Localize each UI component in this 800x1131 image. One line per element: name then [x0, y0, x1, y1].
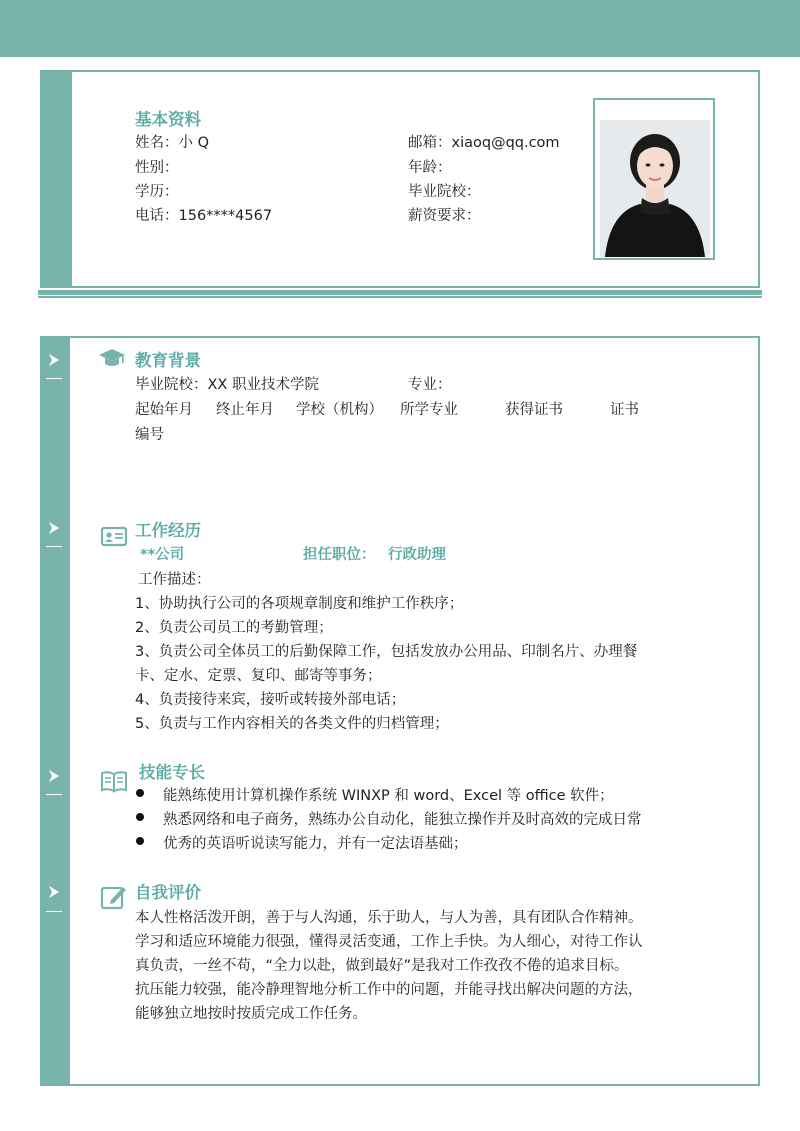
- work-item: 4、负责接待来宾，接听或转接外部电话；: [135, 692, 406, 708]
- skill-item: 熟悉网络和电子商务，熟练办公自动化，能独立操作并及时高效的完成日常: [163, 812, 642, 828]
- age-field: 年龄：: [408, 160, 452, 176]
- self-eval-line: 真负责，一丝不苟，“全力以赴，做到最好”是我对工作孜孜不倦的追求目标。: [135, 958, 629, 974]
- email-field: 邮箱：xiaoq@qq.com: [408, 135, 560, 151]
- skill-item: 能熟练使用计算机操作系统 WINXP 和 word、Excel 等 office 软件；: [163, 788, 614, 804]
- work-item: 5、负责与工作内容相关的各类文件的归档管理；: [135, 716, 449, 732]
- work-position-label: 担任职位：: [303, 547, 376, 563]
- card-side-bar: [42, 72, 72, 286]
- divider: [38, 290, 762, 295]
- work-item: 卡、定水、定票、复印、邮寄等事务；: [135, 668, 382, 684]
- self-eval-line: 学习和适应环境能力很强，懂得灵活变通，工作上手快。为人细心，对待工作认: [135, 934, 643, 950]
- self-eval-line: 本人性格活泼开朗，善于与人沟通，乐于助人，与人为善，具有团队合作精神。: [135, 910, 643, 926]
- divider: [46, 378, 62, 379]
- top-banner: [0, 0, 800, 57]
- edu-col-start: 起始年月: [135, 402, 193, 418]
- gender-field: 性别：: [135, 160, 179, 176]
- divider: [46, 546, 62, 547]
- edu-col-institution: 学校（机构）: [296, 402, 383, 418]
- work-position: 行政助理: [388, 547, 446, 563]
- skills-title: 技能专长: [139, 763, 205, 782]
- name-field: 姓名：小 Q: [135, 135, 210, 151]
- edu-col-major: 所学专业: [400, 402, 458, 418]
- arrow-right-icon: [48, 521, 60, 535]
- education-school: 毕业院校：XX 职业技术学院: [135, 377, 319, 393]
- work-title: 工作经历: [135, 521, 201, 540]
- arrow-right-icon: [48, 353, 60, 367]
- work-item: 3、负责公司全体员工的后勤保障工作，包括发放办公用品、印制名片、办理餐: [135, 644, 638, 660]
- basic-info-title: 基本资料: [135, 110, 201, 129]
- arrow-right-icon: [48, 885, 60, 899]
- school-field: 毕业院校：: [408, 184, 481, 200]
- divider: [46, 911, 62, 912]
- education-title: 教育背景: [135, 351, 201, 370]
- divider: [38, 296, 762, 298]
- phone-field: 电话：156****4567: [135, 208, 273, 224]
- card-side-bar: [42, 338, 70, 1084]
- self-eval-line: 能够独立地按时按质完成工作任务。: [135, 1006, 367, 1022]
- skill-item: 优秀的英语听说读写能力，并有一定法语基础；: [163, 836, 468, 852]
- profile-photo: [600, 120, 710, 257]
- work-item: 1、协助执行公司的各项规章制度和维护工作秩序；: [135, 596, 464, 612]
- work-company: **公司: [140, 547, 185, 563]
- bullet: [136, 837, 144, 845]
- graduation-cap-icon: [97, 346, 127, 372]
- self-eval-line: 抗压能力较强，能冷静理智地分析工作中的问题，并能寻找出解决问题的方法，: [135, 982, 643, 998]
- edu-col-end: 终止年月: [216, 402, 274, 418]
- edu-col-cert-number-wrap: 编号: [135, 427, 164, 443]
- edu-col-cert-number: 证书: [610, 402, 639, 418]
- education-field: 学历：: [135, 184, 179, 200]
- education-major: 专业：: [408, 377, 452, 393]
- edu-col-certificate: 获得证书: [505, 402, 563, 418]
- divider: [46, 794, 62, 795]
- work-item: 2、负责公司员工的考勤管理；: [135, 620, 333, 636]
- bullet: [136, 813, 144, 821]
- salary-field: 薪资要求：: [408, 208, 481, 224]
- id-card-icon: [100, 523, 130, 549]
- book-icon: [99, 768, 129, 794]
- bullet: [136, 789, 144, 797]
- edit-icon: [99, 884, 129, 910]
- self-eval-title: 自我评价: [135, 883, 201, 902]
- arrow-right-icon: [48, 769, 60, 783]
- work-desc-label: 工作描述：: [138, 572, 211, 588]
